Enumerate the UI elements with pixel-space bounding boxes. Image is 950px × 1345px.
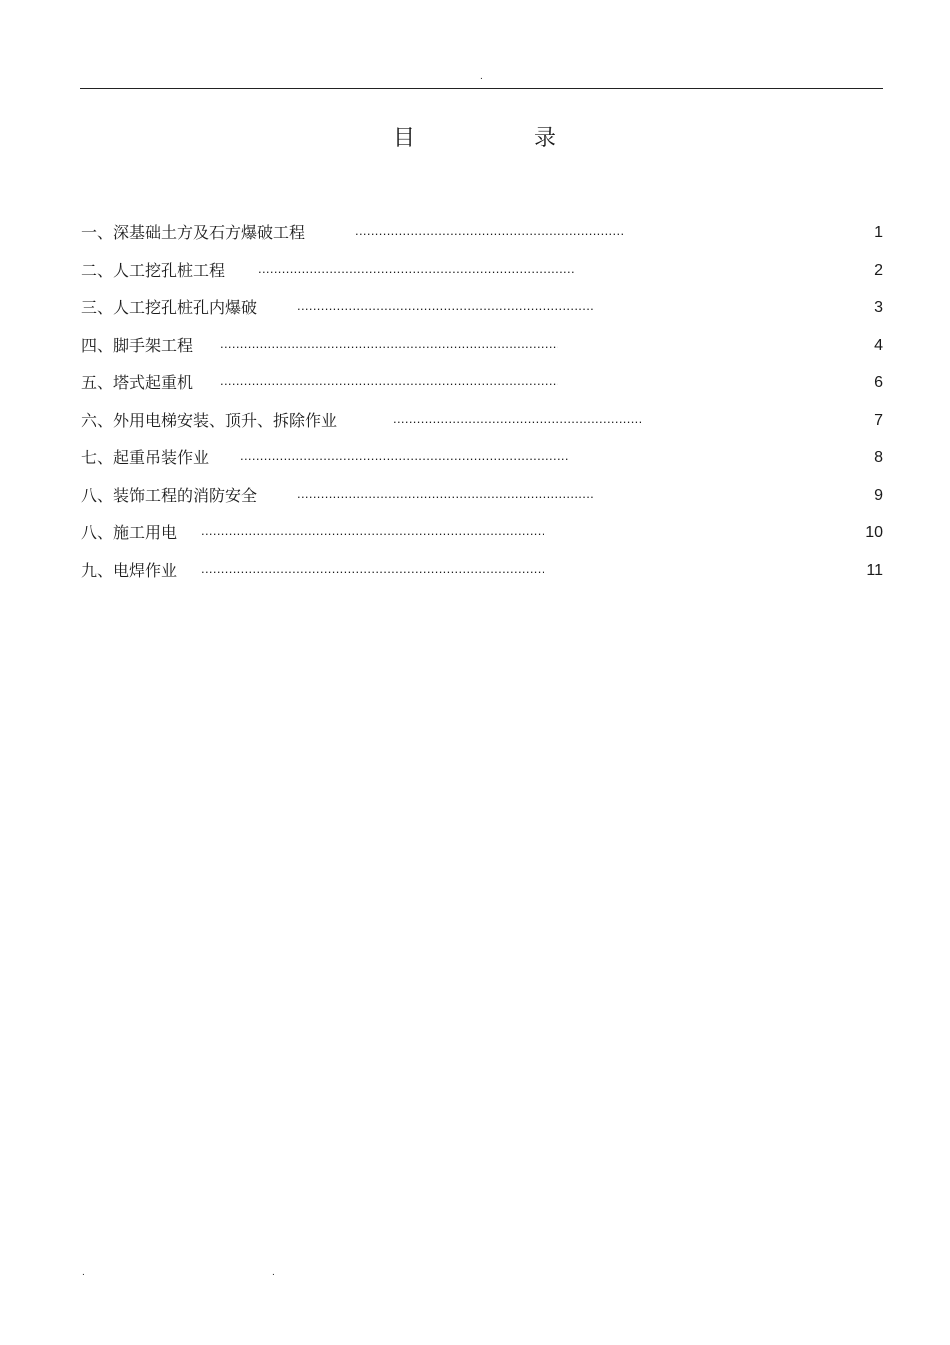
toc-entry[interactable] <box>81 482 883 520</box>
header-mark: . <box>480 71 483 82</box>
toc-leader-dots <box>393 407 641 429</box>
page-title <box>0 124 950 154</box>
toc-entry-label: 六、外用电梯安装、顶升、拆除作业 <box>81 410 338 430</box>
header-rule <box>80 88 883 89</box>
toc-entry-page: 7 <box>874 411 883 429</box>
title-char-2: 录 <box>534 126 557 151</box>
toc-leader-dots <box>297 294 595 316</box>
toc-entry-label: 一、深基础土方及石方爆破工程 <box>81 223 306 242</box>
toc-entry-label: 五、塔式起重机 <box>81 373 194 392</box>
toc-entry-label: 二、人工挖孔桩工程 <box>81 260 226 280</box>
toc-entry-page: 6 <box>874 374 883 391</box>
toc-entry-page: 8 <box>874 449 883 466</box>
footer-mark-right: . <box>272 1267 275 1278</box>
toc-entry[interactable] <box>81 294 883 332</box>
toc-entry[interactable] <box>81 219 883 257</box>
toc-entry-page: 9 <box>874 486 883 504</box>
toc-leader-dots <box>258 257 576 279</box>
toc-leader-dots <box>201 557 544 579</box>
toc-entry-label: 九、电焊作业 <box>81 560 178 580</box>
toc-entry-label: 八、施工用电 <box>81 523 178 542</box>
toc-entry-page: 1 <box>874 224 883 241</box>
toc-leader-dots <box>297 482 595 504</box>
toc-leader-dots <box>220 332 558 354</box>
toc-entry-label: 四、脚手架工程 <box>81 335 194 355</box>
toc-leader-dots <box>201 519 544 541</box>
toc-entry[interactable] <box>81 519 883 557</box>
toc-entry[interactable] <box>81 557 883 595</box>
toc-entry[interactable] <box>81 369 883 407</box>
footer-mark-left: . <box>82 1267 85 1278</box>
toc-leader-dots <box>240 444 568 466</box>
toc-entry-page: 4 <box>874 336 883 354</box>
toc-entry-label: 七、起重吊装作业 <box>81 448 210 467</box>
toc-entry-page: 2 <box>874 261 883 279</box>
title-char-1: 目 <box>393 126 416 151</box>
toc-entry[interactable] <box>81 407 883 445</box>
toc-entry[interactable] <box>81 444 883 482</box>
toc-entry-page: 10 <box>865 524 883 541</box>
toc-entry-page: 11 <box>866 561 883 579</box>
toc-leader-dots <box>355 219 623 241</box>
toc-entry-page: 3 <box>874 299 883 316</box>
toc-entry-label: 八、装饰工程的消防安全 <box>81 485 258 505</box>
toc-entry[interactable] <box>81 332 883 370</box>
toc-entry-label: 三、人工挖孔桩孔内爆破 <box>81 298 258 317</box>
table-of-contents <box>81 219 883 594</box>
toc-leader-dots <box>220 369 558 391</box>
toc-entry[interactable] <box>81 257 883 295</box>
